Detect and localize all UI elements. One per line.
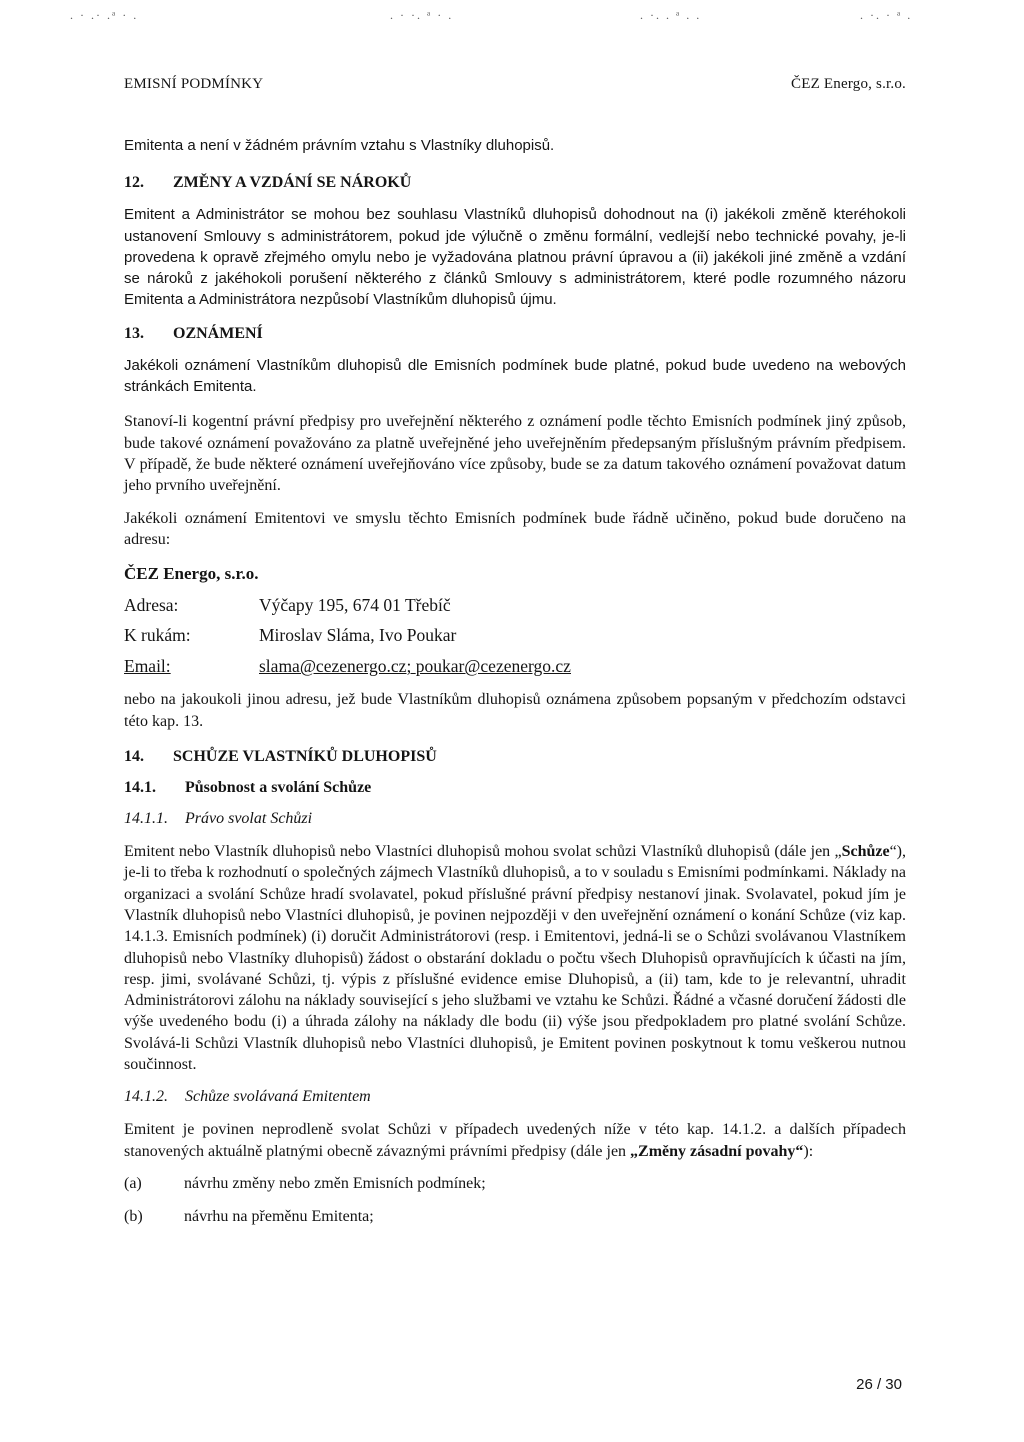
address-value: Výčapy 195, 674 01 Třebíč bbox=[259, 595, 451, 616]
subsection-heading-14-1-1 bbox=[124, 810, 906, 828]
subsection-number: 14.1.1. bbox=[124, 810, 168, 828]
text-run: ): bbox=[803, 1142, 814, 1160]
paragraph bbox=[124, 841, 906, 1075]
carryover-paragraph: Emitenta a není v žádném právním vztahu s Vlastníky dluhopisů. bbox=[124, 137, 555, 154]
section-number: 13. bbox=[124, 324, 144, 342]
subsection-title: Právo svolat Schůzi bbox=[185, 810, 313, 828]
subsection-number: 14.1. bbox=[124, 779, 156, 797]
paragraph: Jakékoli oznámení Vlastníkům dluhopisů dle Emisních podmínek bude platné, pokud bude uvedeno na webových stránkách Emitenta. bbox=[124, 356, 906, 396]
paragraph: nebo na jakoukoli jinou adresu, jež bude Vlastníkům dluhopisů oznámena způsobem popsaným v předchozím odstavci této kap. 13. bbox=[124, 691, 906, 730]
section-number: 12. bbox=[124, 174, 144, 192]
defined-term: „Změny zásadní povahy“ bbox=[630, 1142, 804, 1160]
list-item-label: (b) bbox=[124, 1207, 143, 1225]
paragraph: Emitent a Administrátor se mohou bez souhlasu Vlastníků dluhopisů dohodnout na (i) jakékoli změně kteréhokoli ustanovení Smlouvy s administrátorem, pokud jde výlučně o změnu formální, vedlejší nebo technické povahy, je-li provedena k opravě zřejmého omylu nebo je vyžadována platnou právní úpravou a (ii) jakékoli jiné změně a vzdání se nároků z jakéhokoli porušení některého z článků Smlouvy s administrátorem, které podle rozumného názoru Emitenta a Administrátora nezpůsobí Vlastníkům dluhopisů újmu. bbox=[124, 206, 906, 309]
list-item-text: návrhu změny nebo změn Emisních podmínek; bbox=[184, 1174, 486, 1192]
attention-row bbox=[124, 625, 906, 646]
email-link[interactable]: poukar@cezenergo.cz bbox=[415, 656, 571, 677]
address-row bbox=[124, 595, 906, 616]
running-header-left: EMISNÍ PODMÍNKY bbox=[124, 76, 264, 92]
subsection-heading-14-1 bbox=[124, 779, 906, 797]
section-heading-14 bbox=[124, 748, 906, 766]
list-item bbox=[124, 1208, 906, 1226]
page-body bbox=[124, 135, 906, 1226]
email-label: Email: bbox=[124, 656, 171, 677]
subsection-number: 14.1.2. bbox=[124, 1088, 168, 1106]
list-item bbox=[124, 1175, 906, 1193]
subsection-title: Schůze svolávaná Emitentem bbox=[185, 1088, 371, 1106]
company-name: ČEZ Energo, s.r.o. bbox=[124, 564, 259, 584]
defined-term: Schůze bbox=[841, 843, 890, 861]
email-values bbox=[259, 656, 571, 677]
section-title: ZMĚNY A VZDÁNÍ SE NÁROKŮ bbox=[173, 174, 412, 192]
scan-noise: . · .· .ᵃ · . bbox=[70, 8, 139, 22]
scan-noise: . ·. · ᵃ . bbox=[860, 8, 913, 22]
section-12-body bbox=[124, 204, 906, 310]
attention-label: K rukám: bbox=[124, 625, 191, 646]
paragraph bbox=[124, 1119, 906, 1162]
text-run: Emitent nebo Vlastník dluhopisů nebo Vlastníci dluhopisů mohou svolat schůzi Vlastníků dluhopisů (dále jen „ bbox=[124, 843, 842, 861]
subsection-heading-14-1-2 bbox=[124, 1088, 906, 1106]
text-run: Emitent je povinen neprodleně svolat Schůzi v případech uvedených níže v této kap. 14.1.2. a dalších případech stanovených aktuálně platnými obecně závaznými právními předpisy (dále jen bbox=[124, 1121, 906, 1160]
email-link[interactable]: slama@cezenergo.cz bbox=[259, 656, 407, 677]
attention-value: Miroslav Sláma, Ivo Poukar bbox=[259, 625, 457, 646]
page-number: 26 / 30 bbox=[856, 1376, 902, 1393]
list-item-label: (a) bbox=[124, 1174, 142, 1192]
address-label: Adresa: bbox=[124, 595, 179, 616]
section-number: 14. bbox=[124, 748, 144, 766]
scan-noise: . ·. . ᵃ . . bbox=[640, 8, 702, 22]
email-row bbox=[124, 656, 906, 677]
section-title: OZNÁMENÍ bbox=[173, 324, 263, 342]
section-heading-13 bbox=[124, 325, 906, 343]
section-heading-12 bbox=[124, 174, 906, 192]
email-separator: ; bbox=[406, 656, 416, 677]
paragraph: Jakékoli oznámení Emitentovi ve smyslu těchto Emisních podmínek bude řádně učiněno, pokud bude doručeno na adresu: bbox=[124, 509, 906, 548]
list-item-text: návrhu na přeměnu Emitenta; bbox=[184, 1207, 374, 1225]
section-13-body bbox=[124, 355, 906, 398]
running-header-right: ČEZ Energo, s.r.o. bbox=[791, 76, 906, 92]
subsection-title: Působnost a svolání Schůze bbox=[185, 779, 372, 797]
section-title: SCHŮZE VLASTNÍKŮ DLUHOPISŮ bbox=[173, 748, 437, 766]
section-12 bbox=[124, 135, 906, 156]
text-run: “), je-li to třeba k rozhodnutí o společných zájmech Vlastníků dluhopisů, a to v souladu s Emisními podmínkami. Náklady na organizaci a svolání Schůze hradí svolavatel, pokud příslušné právní předpisy nestanoví jinak. Svolavatel, pokud jím je Vlastník dluhopisů nebo Vlastníci dluhopisů, je povinen nejpozději v den uveřejnění oznámení o konání Schůze (viz kap. 14.1.3. Emisních podmínek) (i) doručit Administrátorovi (resp. i Emitentovi, jedná-li se o Schůzi svolávanou Vlastníkem dluhopisů nebo Vlastníky dluhopisů) žádost o obstarání dokladu o počtu všech Dluhopisů opravňujících k účasti na jím, resp. jimi, svolávané Schůzi, tj. výpis z příslušné evidence emise Dluhopisů, a (ii) tam, kde to je relevantní, uhradit Administrátorovi zálohu na náklady související s jeho službami ve vztahu ke Schůzi. Řádné a včasné doručení žádosti dle výše uvedeného bodu (i) a úhrada zálohy na náklady dle bodu (ii) výše jsou předpokladem pro platné svolání Schůze. Svolává-li Schůzi Vlastník dluhopisů nebo Vlastníci dluhopisů, je Emitent povinen poskytnout k tomu veškerou nutnou součinnost. bbox=[124, 843, 906, 1074]
scan-noise: . · ·. ᵃ · . bbox=[390, 8, 454, 22]
paragraph: Stanoví-li kogentní právní předpisy pro uveřejnění některého z oznámení podle těchto Emisních podmínek jiný způsob, bude takové oznámení považováno za platně uveřejněné jeho uveřejněním předepsaným příslušným právním předpisem. V případě, že bude některé oznámení uveřejňováno více způsoby, bude se za datum takového oznámení považovat datum jeho prvního uveřejnění. bbox=[124, 413, 906, 495]
